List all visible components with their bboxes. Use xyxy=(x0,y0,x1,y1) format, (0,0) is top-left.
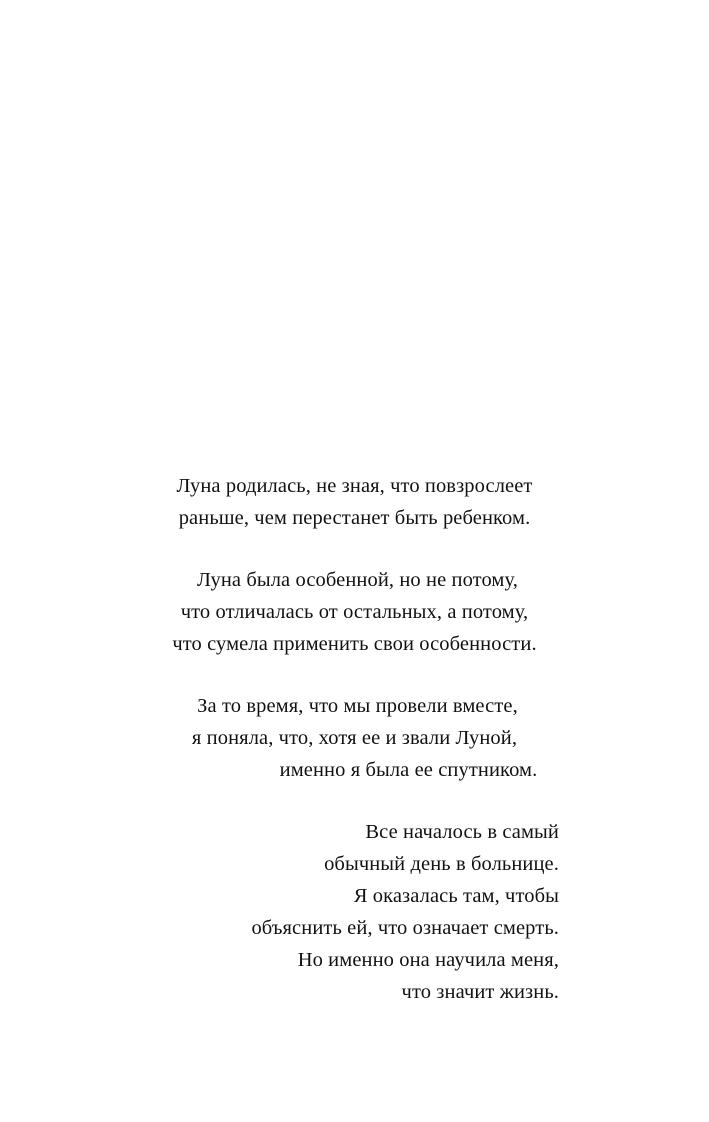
text-line: Но именно она научила меня, xyxy=(297,949,559,971)
text-line: что сумела применить свои особенности. xyxy=(172,633,537,655)
text-line: объяснить ей, что означает смерть. xyxy=(251,917,559,939)
text-line: Я оказалась там, чтобы xyxy=(353,885,559,907)
text-line: раньше, чем перестанет быть ребенком. xyxy=(178,507,531,529)
page-text-block xyxy=(0,470,709,1008)
text-line: я поняла, что, хотя ее и звали Луной, xyxy=(191,727,518,749)
paragraph-3 xyxy=(28,690,681,786)
paragraph-2 xyxy=(28,564,681,660)
text-line: что значит жизнь. xyxy=(401,981,559,1003)
text-line: что отличалась от остальных, а потому, xyxy=(180,601,529,623)
text-line: Все началось в самый xyxy=(365,821,559,843)
paragraph-1 xyxy=(28,470,681,534)
text-line: обычный день в больнице. xyxy=(324,853,559,875)
text-line: За то время, что мы провели вместе, xyxy=(197,695,518,717)
text-line: Луна была особенной, но не потому, xyxy=(196,569,518,591)
text-line: именно я была ее спутником. xyxy=(279,759,538,781)
text-line: Луна родилась, не зная, что повзрослеет xyxy=(176,475,533,497)
paragraph-4 xyxy=(28,816,681,1008)
